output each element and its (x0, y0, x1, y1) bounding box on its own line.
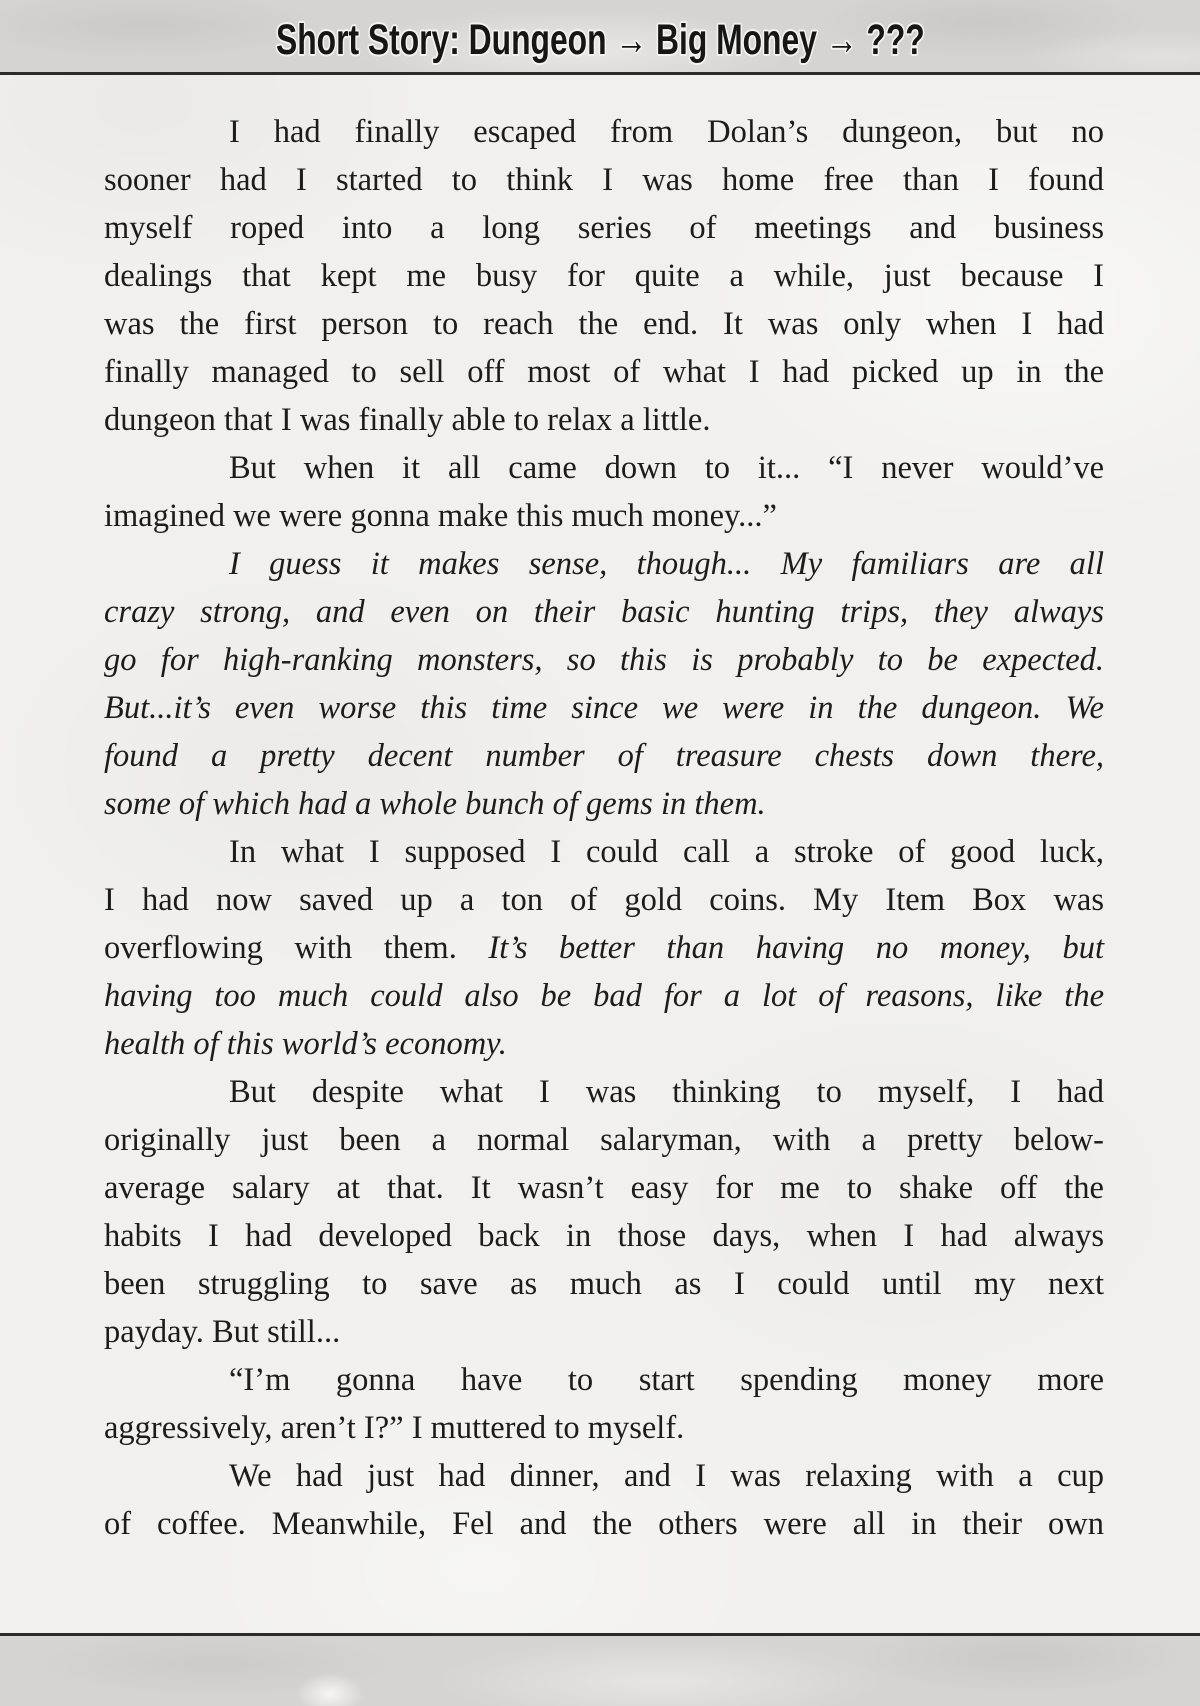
paragraph (104, 828, 1104, 1068)
text-segment: was the first person to reach the end. It was only when I had (104, 306, 1104, 342)
text-line (104, 972, 1104, 1020)
text-line (104, 1020, 1104, 1068)
text-segment: crazy strong, and even on their basic hunting trips, they always (104, 594, 1104, 630)
paragraph (104, 444, 1104, 540)
text-line (104, 492, 1104, 540)
text-line (104, 1356, 1104, 1404)
text-line (104, 636, 1104, 684)
text-line (104, 300, 1104, 348)
text-segment: myself roped into a long series of meetings and business (104, 210, 1104, 246)
text-segment: sooner had I started to think I was home free than I found (104, 162, 1104, 198)
text-line (104, 204, 1104, 252)
paragraph (104, 1068, 1104, 1356)
text-line (104, 156, 1104, 204)
text-line (104, 588, 1104, 636)
text-segment: some of which had a whole bunch of gems in them. (104, 786, 766, 822)
text-segment: of coffee. Meanwhile, Fel and the others were all in their own (104, 1506, 1104, 1542)
text-segment: aggressively, aren’t I?” I muttered to myself. (104, 1410, 685, 1446)
text-line (104, 444, 1104, 492)
text-line (104, 1308, 1104, 1356)
text-segment: But...it’s even worse this time since we were in the dungeon. We (104, 690, 1104, 726)
text-line (104, 780, 1104, 828)
text-line (104, 1212, 1104, 1260)
text-segment: We had just had dinner, and I was relaxing with a cup (229, 1458, 1104, 1494)
text-segment: It’s better than having no money, but (488, 930, 1104, 966)
text-segment: imagined we were gonna make this much money...” (104, 498, 777, 534)
text-line (104, 540, 1104, 588)
text-line (104, 924, 1104, 972)
text-segment: been struggling to save as much as I could until my next (104, 1266, 1104, 1302)
text-segment: average salary at that. It wasn’t easy for me to shake off the (104, 1170, 1104, 1206)
text-segment: But despite what I was thinking to myself, I had (229, 1074, 1104, 1110)
page-footer (0, 1633, 1200, 1706)
text-line (104, 876, 1104, 924)
text-line (104, 252, 1104, 300)
text-line (104, 1452, 1104, 1500)
text-segment: I had finally escaped from Dolan’s dungeon, but no (229, 114, 1104, 150)
text-segment: go for high-ranking monsters, so this is probably to be expected. (104, 642, 1104, 678)
text-line (104, 1164, 1104, 1212)
text-line (104, 1068, 1104, 1116)
page-body (0, 75, 1200, 1633)
page-header (0, 0, 1200, 75)
text-line (104, 1260, 1104, 1308)
paragraph (104, 540, 1104, 828)
text-line (104, 396, 1104, 444)
paragraph (104, 108, 1104, 444)
text-segment: dealings that kept me busy for quite a while, just because I (104, 258, 1104, 294)
text-line (104, 1500, 1104, 1548)
text-line (104, 348, 1104, 396)
text-segment: I guess it makes sense, though... My familiars are all (229, 546, 1104, 582)
text-line (104, 108, 1104, 156)
text-line (104, 828, 1104, 876)
text-segment: originally just been a normal salaryman, with a pretty below- (104, 1122, 1104, 1158)
text-line (104, 684, 1104, 732)
text-segment: “I’m gonna have to start spending money more (229, 1362, 1104, 1398)
text-segment: having too much could also be bad for a lot of reasons, like the (104, 978, 1104, 1014)
text-segment: finally managed to sell off most of what I had picked up in the (104, 354, 1104, 390)
text-line (104, 1404, 1104, 1452)
text-segment: payday. But still... (104, 1314, 341, 1350)
text-segment: dungeon that I was finally able to relax a little. (104, 402, 711, 438)
text-segment: But when it all came down to it... “I never would’ve (229, 450, 1104, 486)
paragraph (104, 1356, 1104, 1452)
text-segment: habits I had developed back in those days, when I had always (104, 1218, 1104, 1254)
text-segment: health of this world’s economy. (104, 1026, 507, 1062)
text-segment: found a pretty decent number of treasure chests down there, (104, 738, 1104, 774)
text-segment: In what I supposed I could call a stroke of good luck, (229, 834, 1104, 870)
story-text (104, 108, 1104, 1548)
chapter-title: Short Story: Dungeon → Big Money → ??? (275, 15, 925, 64)
text-line (104, 732, 1104, 780)
paragraph (104, 1452, 1104, 1548)
text-segment: I had now saved up a ton of gold coins. My Item Box was (104, 882, 1104, 918)
text-line (104, 1116, 1104, 1164)
text-segment: overflowing with them. (104, 930, 489, 966)
